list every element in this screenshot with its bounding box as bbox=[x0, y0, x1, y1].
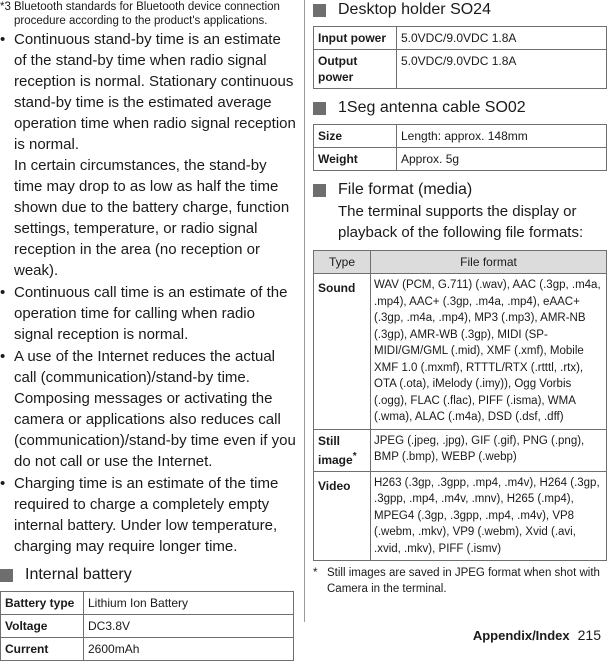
left-column bbox=[0, 0, 296, 661]
column-header-format: File format bbox=[371, 251, 607, 274]
spec-value: Approx. 5g bbox=[397, 148, 607, 171]
bullet-text: Continuous call time is an estimate of the operation time for calling when radio signal reception is normal. bbox=[14, 284, 288, 343]
table-row bbox=[314, 148, 607, 171]
format-type-label: Video bbox=[318, 478, 351, 493]
bullet-dot: • bbox=[0, 348, 6, 365]
footnote-text: Still images are saved in JPEG format when shot with Camera in the terminal. bbox=[327, 567, 600, 595]
spec-value: DC3.8V bbox=[84, 615, 294, 638]
heading-text: 1Seg antenna cable SO02 bbox=[338, 99, 526, 116]
spec-value: Lithium Ion Battery bbox=[84, 592, 294, 615]
spec-value: 5.0VDC/9.0VDC 1.8A bbox=[397, 27, 607, 50]
bullet-dot: • bbox=[0, 284, 6, 301]
format-type-label: Sound bbox=[318, 281, 356, 295]
table-row bbox=[1, 592, 294, 615]
heading-square-icon bbox=[313, 4, 326, 17]
heading-square-icon bbox=[0, 569, 13, 582]
bullet-text: Charging time is an estimate of the time required to charge a completely empty internal battery. Under low temperature, charging may require longer time. bbox=[14, 475, 279, 555]
footnote-text: Bluetooth standards for Bluetooth device connection procedure according to the product's applications. bbox=[14, 1, 280, 27]
footer-section-name: Appendix/Index bbox=[472, 628, 570, 643]
bullet-text: A use of the Internet reduces the actual call (communication)/stand-by time. bbox=[14, 348, 276, 386]
heading-text: Internal battery bbox=[25, 566, 132, 583]
file-format-intro: The terminal supports the display or playback of the following file formats: bbox=[338, 203, 584, 241]
format-list: JPEG (.jpeg, .jpg), GIF (.gif), PNG (.png), BMP (.bmp), WEBP (.webp) bbox=[371, 429, 607, 471]
table-row bbox=[314, 471, 607, 561]
spec-value: 2600mAh bbox=[84, 638, 294, 661]
table-row bbox=[314, 50, 607, 89]
footnote-mark: * bbox=[313, 567, 318, 579]
table-header-row bbox=[314, 251, 607, 274]
footnote-mark: *3 bbox=[0, 1, 11, 13]
bullet-dot: • bbox=[0, 475, 6, 492]
bullet-text: In certain circumstances, the stand-by time may drop to as low as half the time shown due to the battery charge, function settings, temperature, or radio signal reception in the area (no reception or weak). bbox=[14, 157, 290, 279]
bullet-charging bbox=[0, 473, 296, 557]
heading-text: File format (media) bbox=[338, 181, 473, 198]
spec-key: Output power bbox=[314, 50, 397, 89]
format-type-sup: * bbox=[352, 450, 357, 462]
heading-desktop-holder bbox=[313, 1, 607, 19]
format-type bbox=[314, 429, 371, 471]
heading-square-icon bbox=[313, 184, 326, 197]
column-header-type: Type bbox=[314, 251, 371, 274]
holder-table bbox=[313, 26, 607, 89]
bullet-internet bbox=[0, 346, 296, 472]
bullet-standby bbox=[0, 29, 296, 281]
bullet-call-time bbox=[0, 282, 296, 345]
spec-key: Current bbox=[1, 638, 84, 661]
right-column bbox=[313, 0, 607, 597]
heading-file-format bbox=[313, 181, 607, 199]
table-row bbox=[1, 638, 294, 661]
bullet-text: Composing messages or activating the camera or applications also reduces call (communication)/stand-by time even if you do not call or use the Internet. bbox=[14, 390, 296, 470]
format-type bbox=[314, 471, 371, 561]
format-list: H263 (.3gp, .3gpp, .mp4, .m4v), H264 (.3gp, .3gpp, .mp4, .m4v, .mnv), H265 (.mp4), MPEG4 (.3gp, .3gpp, .mp4, .m4v), VP8 (.webm, .mkv), VP9 (.webm), Xvid (.avi, .xvid, .mkv), PIFF (.ismv) bbox=[371, 471, 607, 561]
spec-key: Voltage bbox=[1, 615, 84, 638]
format-type-label: Still image bbox=[318, 433, 353, 467]
table-row bbox=[314, 429, 607, 471]
spec-value: Length: approx. 148mm bbox=[397, 125, 607, 148]
table-row bbox=[314, 274, 607, 430]
footnote-still-image bbox=[313, 565, 607, 597]
antenna-table bbox=[313, 124, 607, 171]
spec-key: Input power bbox=[314, 27, 397, 50]
spec-value: 5.0VDC/9.0VDC 1.8A bbox=[397, 50, 607, 89]
bullet-dot: • bbox=[0, 31, 6, 48]
format-type bbox=[314, 274, 371, 430]
file-format-table bbox=[313, 250, 607, 561]
footnote-bluetooth bbox=[0, 0, 296, 28]
bullet-text: Continuous stand-by time is an estimate of the stand-by time when radio signal reception is normal. Stationary continuous stand-by time is the estimated average operation time when radio signal reception is normal. bbox=[14, 31, 296, 153]
page-number: 215 bbox=[577, 627, 601, 643]
spec-key: Battery type bbox=[1, 592, 84, 615]
table-row bbox=[1, 615, 294, 638]
format-list: WAV (PCM, G.711) (.wav), AAC (.3gp, .m4a, .mp4), AAC+ (.3gp, .m4a, .mp4), eAAC+ (.3gp, .m4a, .mp4), MP3 (.mp3), AMR-NB (.3gp), AMR-WB (.3gp), MIDI (SP-MIDI/GM/GML (.mid), XMF (.xmf), Mobile XMF 1.0 (.mxmf), RTTTL/RTX (.rtttl, .rtx), OTA (.ota), iMelody (.imy)), Ogg Vorbis (.ogg), FLAC (.flac), PIFF (.isma), WMA (.wma), ALAC (.m4a), DSD (.dsf, .dff) bbox=[371, 274, 607, 430]
table-row bbox=[314, 27, 607, 50]
heading-1seg-antenna bbox=[313, 99, 607, 117]
table-row bbox=[314, 125, 607, 148]
page-footer bbox=[473, 627, 601, 643]
battery-table bbox=[0, 591, 294, 661]
column-divider bbox=[304, 0, 305, 622]
spec-key: Weight bbox=[314, 148, 397, 171]
heading-text: Desktop holder SO24 bbox=[338, 1, 491, 18]
spec-key: Size bbox=[314, 125, 397, 148]
heading-square-icon bbox=[313, 102, 326, 115]
heading-internal-battery bbox=[0, 566, 296, 584]
